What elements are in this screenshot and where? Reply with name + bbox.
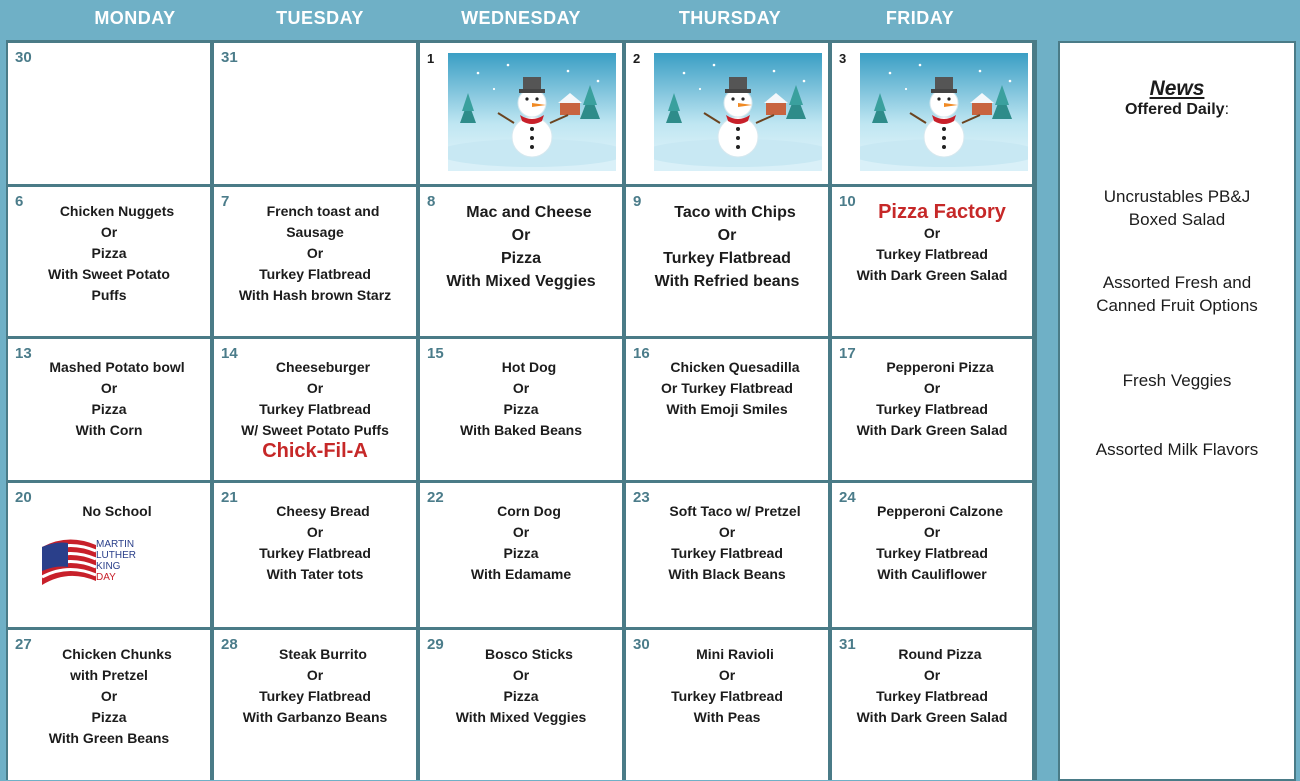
offered-daily-item <box>1060 185 1294 231</box>
menu-line: With Refried beans <box>654 273 800 290</box>
menu-line: Or <box>306 667 324 683</box>
news-title: News <box>1149 77 1205 100</box>
day-cell <box>832 339 1032 480</box>
menu-text <box>626 501 828 585</box>
header-friday: FRIDAY <box>885 8 955 28</box>
day-cell <box>420 43 622 184</box>
day-number: 14 <box>221 345 238 362</box>
day-number: 20 <box>15 489 32 506</box>
day-cell <box>626 43 828 184</box>
day-cell <box>626 630 828 780</box>
menu-text <box>832 501 1032 585</box>
day-number: 3 <box>839 51 847 66</box>
snowman-image <box>448 53 616 171</box>
offered-daily-line: Boxed Salad <box>1128 210 1226 229</box>
menu-line: With Garbanzo Beans <box>242 709 388 725</box>
day-number: 2 <box>633 51 641 66</box>
menu-line: Puffs <box>91 287 127 303</box>
menu-line: Turkey Flatbread <box>876 545 988 561</box>
menu-line: Or <box>100 380 118 396</box>
menu-line: Or <box>923 225 941 241</box>
day-number: 22 <box>427 489 444 506</box>
day-cell <box>832 187 1032 336</box>
day-number: 27 <box>15 636 32 653</box>
offered-daily-label: Offered Daily: <box>1124 101 1230 118</box>
menu-text <box>420 201 622 293</box>
menu-line: With Tater tots <box>266 566 364 582</box>
menu-text <box>626 644 828 728</box>
menu-line: Cheeseburger <box>275 359 371 375</box>
offered-daily-line: Uncrustables PB&J <box>1103 187 1251 206</box>
snowman-image <box>654 53 822 171</box>
day-number: 13 <box>15 345 32 362</box>
day-cell <box>8 187 210 336</box>
menu-text <box>8 357 210 441</box>
menu-line: With Dark Green Salad <box>856 422 1008 438</box>
header-monday: MONDAY <box>94 8 176 28</box>
menu-line: With Mixed Veggies <box>455 709 587 725</box>
day-number: 30 <box>15 49 32 66</box>
day-number: 16 <box>633 345 650 362</box>
day-cell <box>420 483 622 627</box>
mlk-text-line: LUTHER <box>96 550 137 561</box>
offered-daily-line: Canned Fruit Options <box>1096 296 1258 315</box>
menu-line: Or <box>923 380 941 396</box>
day-cell <box>214 483 416 627</box>
menu-line: With Edamame <box>470 566 572 582</box>
menu-line: Or <box>306 380 324 396</box>
mlk-text-line: KING <box>96 561 121 572</box>
menu-line: With Cauliflower <box>877 566 987 582</box>
day-number: 15 <box>427 345 444 362</box>
menu-line: Turkey Flatbread <box>671 688 783 704</box>
menu-line: Chicken Quesadilla <box>670 359 800 375</box>
header-tuesday: TUESDAY <box>276 8 364 28</box>
day-number: 31 <box>221 49 238 66</box>
menu-line: W/ Sweet Potato Puffs <box>241 422 389 438</box>
menu-line: Hot Dog <box>501 359 557 375</box>
menu-text <box>8 201 210 306</box>
menu-line: Pepperoni Calzone <box>876 503 1004 519</box>
menu-line: With Black Beans <box>668 566 786 582</box>
menu-line: Turkey Flatbread <box>876 688 988 704</box>
menu-text <box>214 201 416 306</box>
day-cell <box>626 187 828 336</box>
menu-line: Turkey Flatbread <box>876 246 988 262</box>
offered-daily-line: Assorted Milk Flavors <box>1095 440 1259 459</box>
menu-line: Turkey Flatbread <box>663 250 791 267</box>
snowman-image <box>860 53 1028 171</box>
menu-line: No School <box>82 503 152 519</box>
menu-line: Turkey Flatbread <box>259 545 371 561</box>
day-number: 10 <box>839 193 856 210</box>
mlk-text-line: MARTIN <box>96 539 135 550</box>
menu-line: Or <box>718 524 736 540</box>
menu-line: Or Turkey Flatbread <box>660 380 793 396</box>
menu-line: With Dark Green Salad <box>856 709 1008 725</box>
menu-line: Or <box>511 227 531 244</box>
menu-line: Or <box>100 224 118 240</box>
menu-line: Or <box>306 245 324 261</box>
menu-line: Cheesy Bread <box>276 503 370 519</box>
menu-line: With Hash brown Starz <box>238 287 392 303</box>
menu-line: With Emoji Smiles <box>666 401 788 417</box>
day-cell <box>420 630 622 780</box>
day-number: 17 <box>839 345 856 362</box>
day-number: 23 <box>633 489 650 506</box>
weekday-header <box>0 0 1040 40</box>
menu-text <box>832 644 1032 728</box>
menu-line: Chicken Nuggets <box>59 203 175 219</box>
menu-line: with Pretzel <box>70 667 148 683</box>
menu-line: Steak Burrito <box>279 646 367 662</box>
mlk-text-line: DAY <box>96 572 116 583</box>
menu-line: Pizza <box>503 688 539 704</box>
day-cell <box>420 339 622 480</box>
menu-line: Pepperoni Pizza <box>886 359 994 375</box>
menu-text <box>832 357 1032 441</box>
menu-text <box>626 357 828 420</box>
day-cell <box>8 339 210 480</box>
mlk-day-text <box>96 539 136 583</box>
offered-daily-list <box>1060 185 1294 461</box>
day-cell <box>214 630 416 780</box>
menu-line: Or <box>718 667 736 683</box>
menu-line: Soft Taco w/ Pretzel <box>669 503 801 519</box>
menu-line: With Green Beans <box>48 730 170 746</box>
menu-text <box>214 644 416 728</box>
day-number: 21 <box>221 489 238 506</box>
menu-line: Or <box>306 524 324 540</box>
calendar-grid <box>6 40 1037 780</box>
day-cell <box>8 630 210 780</box>
day-number: 24 <box>839 489 856 506</box>
day-number: 31 <box>839 636 856 653</box>
menu-line: Turkey Flatbread <box>671 545 783 561</box>
menu-line: Mac and Cheese <box>466 204 592 221</box>
day-cell <box>8 43 210 184</box>
day-number: 29 <box>427 636 444 653</box>
special-menu-title: Pizza Factory <box>878 201 1006 223</box>
menu-line: Mashed Potato bowl <box>49 359 185 375</box>
offered-daily-item <box>1060 369 1294 392</box>
day-number: 28 <box>221 636 238 653</box>
menu-line: Round Pizza <box>898 646 982 662</box>
day-cell <box>214 339 416 480</box>
day-cell <box>8 483 210 627</box>
menu-text <box>8 644 210 749</box>
day-cell <box>626 339 828 480</box>
menu-line: Turkey Flatbread <box>259 266 371 282</box>
menu-line: With Peas <box>693 709 761 725</box>
menu-text <box>626 201 828 293</box>
menu-text <box>8 501 210 522</box>
menu-line: French toast and <box>266 203 380 219</box>
menu-text <box>832 201 1032 286</box>
menu-line: Turkey Flatbread <box>259 401 371 417</box>
menu-text <box>420 357 622 441</box>
day-number: 9 <box>633 193 642 210</box>
menu-line: Or <box>717 227 737 244</box>
day-cell <box>420 187 622 336</box>
menu-line: Or <box>100 688 118 704</box>
offered-daily-item <box>1060 438 1294 461</box>
menu-line: Taco with Chips <box>674 204 796 221</box>
day-cell <box>832 630 1032 780</box>
menu-line: With Baked Beans <box>459 422 582 438</box>
menu-line: With Corn <box>75 422 143 438</box>
menu-line: Or <box>512 667 530 683</box>
menu-line: Pizza <box>91 709 127 725</box>
menu-line: Turkey Flatbread <box>876 401 988 417</box>
offered-daily-line: Assorted Fresh and <box>1102 273 1252 292</box>
day-cell <box>832 483 1032 627</box>
day-cell <box>214 187 416 336</box>
menu-line: Or <box>512 524 530 540</box>
menu-line: Corn Dog <box>497 503 561 519</box>
day-number: 6 <box>15 193 24 210</box>
menu-text <box>420 644 622 728</box>
menu-line: Turkey Flatbread <box>259 688 371 704</box>
day-number: 7 <box>221 193 230 210</box>
menu-line: With Dark Green Salad <box>856 267 1008 283</box>
header-thursday: THURSDAY <box>678 8 782 28</box>
menu-text <box>214 357 416 462</box>
menu-line: Pizza <box>500 250 541 267</box>
news-sidebar <box>1058 41 1296 781</box>
day-cell <box>626 483 828 627</box>
menu-line: With Mixed Veggies <box>446 273 596 290</box>
menu-line: Or <box>923 667 941 683</box>
menu-line: Pizza <box>503 545 539 561</box>
menu-line: Or <box>923 524 941 540</box>
day-cell <box>214 43 416 184</box>
day-number: 1 <box>427 51 435 66</box>
menu-text <box>214 501 416 585</box>
menu-line: Pizza <box>91 401 127 417</box>
offered-daily-line: Fresh Veggies <box>1122 371 1232 390</box>
menu-line: Bosco Sticks <box>485 646 573 662</box>
menu-line: Mini Ravioli <box>696 646 774 662</box>
offered-daily-item <box>1060 271 1294 317</box>
day-number: 30 <box>633 636 650 653</box>
special-restaurant-label: Chick-Fil-A <box>262 440 368 462</box>
menu-line: With Sweet Potato <box>48 266 170 282</box>
menu-text <box>420 501 622 585</box>
menu-line: Chicken Chunks <box>62 646 172 662</box>
menu-line: Sausage <box>286 224 344 240</box>
menu-line: Pizza <box>91 245 127 261</box>
menu-line: Or <box>512 380 530 396</box>
menu-line: Pizza <box>503 401 539 417</box>
header-wednesday: WEDNESDAY <box>461 8 581 28</box>
day-number: 8 <box>427 193 436 210</box>
day-cell <box>832 43 1032 184</box>
